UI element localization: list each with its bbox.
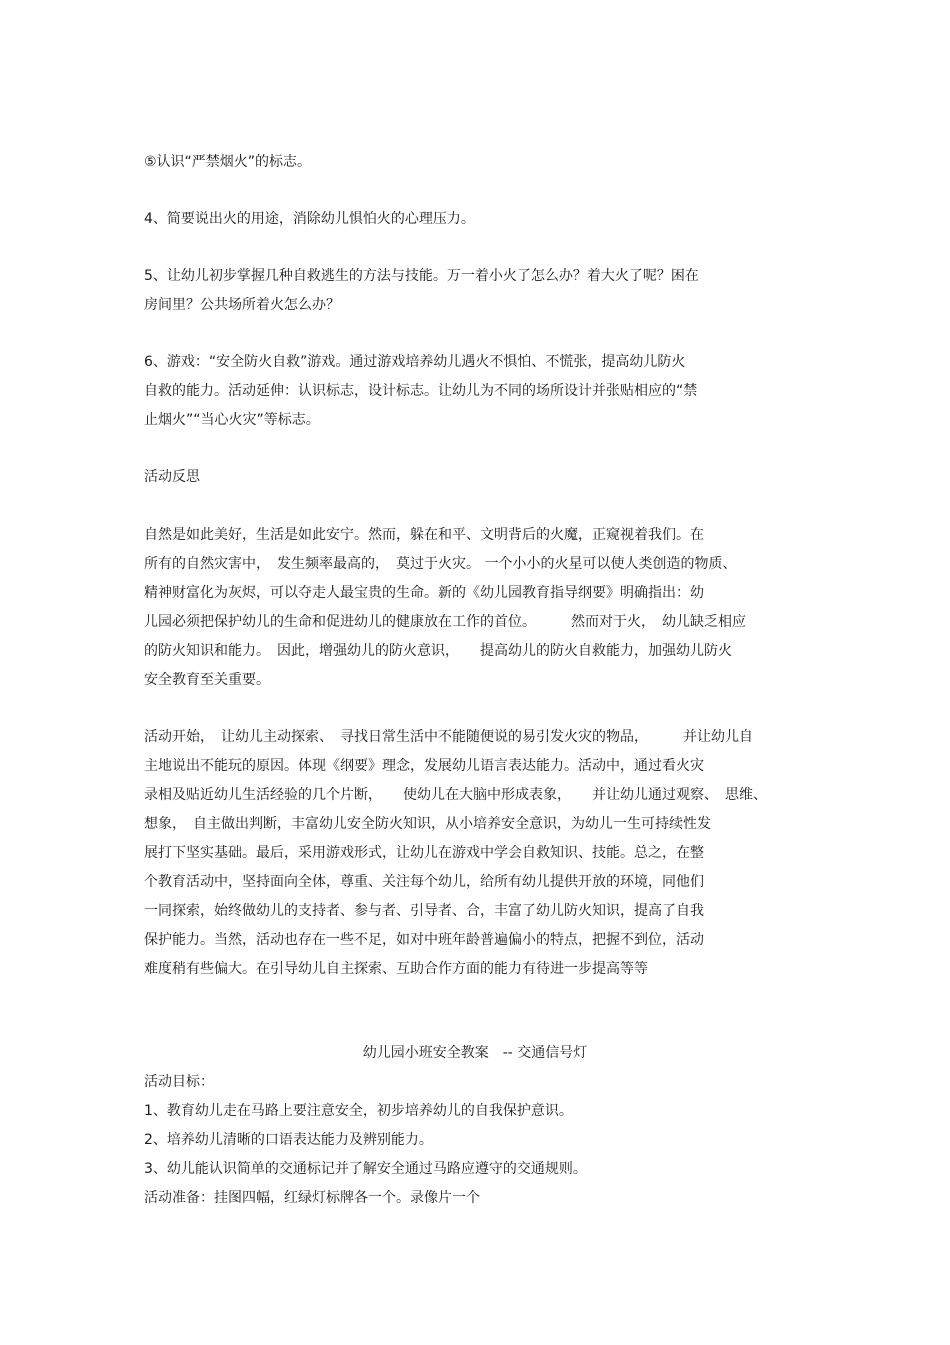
text-line: 自救的能力。活动延伸：认识标志，设计标志。让幼儿为不同的场所设计并张贴相应的“禁	[144, 383, 698, 399]
text-line: 所有的自然灾害中， 发生频率最高的， 莫过于火灾。 一个小小的火星可以使人类创造的物质、	[144, 556, 737, 572]
text-line: ⑤认识“严禁烟火”的标志。	[144, 154, 312, 170]
list-item: 1、教育幼儿走在马路上要注意安全，初步培养幼儿的自我保护意识。	[144, 1103, 573, 1119]
section-heading: 活动目标：	[144, 1074, 214, 1090]
text-line: 的防火知识和能力。 因此，增强幼儿的防火意识， 提高幼儿的防火自救能力，加强幼儿防火	[144, 643, 732, 659]
text-line: 录相及贴近幼儿生活经验的几个片断， 使幼儿在大脑中形成表象， 并让幼儿通过观察、 思维、	[144, 787, 767, 803]
text-line: 精神财富化为灰烬，可以夺走人最宝贵的生命。新的《幼儿园教育指导纲要》明确指出：幼	[144, 585, 704, 601]
document-title: 幼儿园小班安全教案 -- 交通信号灯	[362, 1045, 588, 1061]
text-line: 一同探索，始终做幼儿的支持者、参与者、引导者、合，丰富了幼儿防火知识，提高了自我	[144, 903, 704, 919]
text-line: 想象， 自主做出判断，丰富幼儿安全防火知识，从小培养安全意识，为幼儿一生可持续性发	[144, 816, 711, 832]
list-item: 3、幼儿能认识简单的交通标记并了解安全通过马路应遵守的交通规则。	[144, 1161, 587, 1177]
text-line: 房间里？公共场所着火怎么办？	[144, 297, 340, 313]
text-line: 活动准备：挂图四幅，红绿灯标牌各一个。录像片一个	[144, 1190, 480, 1206]
text-line: 安全教育至关重要。	[144, 672, 270, 688]
text-line: 保护能力。当然，活动也存在一些不足，如对中班年龄普遍偏小的特点，把握不到位，活动	[144, 932, 704, 948]
section-heading: 活动反思	[144, 469, 200, 485]
text-line: 儿园必须把保护幼儿的生命和促进幼儿的健康放在工作的首位。 然而对于火， 幼儿缺乏相应	[144, 614, 746, 630]
text-line: 自然是如此美好，生活是如此安宁。然而，躲在和平、文明背后的火魔，正窥视着我们。在	[144, 527, 704, 543]
text-line: 5、让幼儿初步掌握几种自救逃生的方法与技能。万一着小火了怎么办？着大火了呢？困在	[144, 268, 699, 284]
list-item: 2、培养幼儿清晰的口语表达能力及辨别能力。	[144, 1132, 433, 1148]
text-line: 4、简要说出火的用途，消除幼儿惧怕火的心理压力。	[144, 211, 475, 227]
text-line: 展打下坚实基础。最后，采用游戏形式，让幼儿在游戏中学会自救知识、技能。总之，在整	[144, 845, 704, 861]
text-line: 活动开始， 让幼儿主动探索、 寻找日常生活中不能随便说的易引发火灾的物品， 并让幼儿自	[144, 729, 753, 745]
text-line: 止烟火”“当心火灾”等标志。	[144, 412, 320, 428]
text-line: 难度稍有些偏大。在引导幼儿自主探索、互助合作方面的能力有待进一步提高等等	[144, 961, 648, 977]
text-line: 主地说出不能玩的原因。体现《纲要》理念，发展幼儿语言表达能力。活动中，通过看火灾	[144, 758, 704, 774]
text-line: 个教育活动中，坚持面向全体，尊重、关注每个幼儿，给所有幼儿提供开放的环境，同他们	[144, 874, 704, 890]
text-line: 6、游戏：“安全防火自救”游戏。通过游戏培养幼儿遇火不惧怕、不慌张，提高幼儿防火	[144, 354, 686, 370]
